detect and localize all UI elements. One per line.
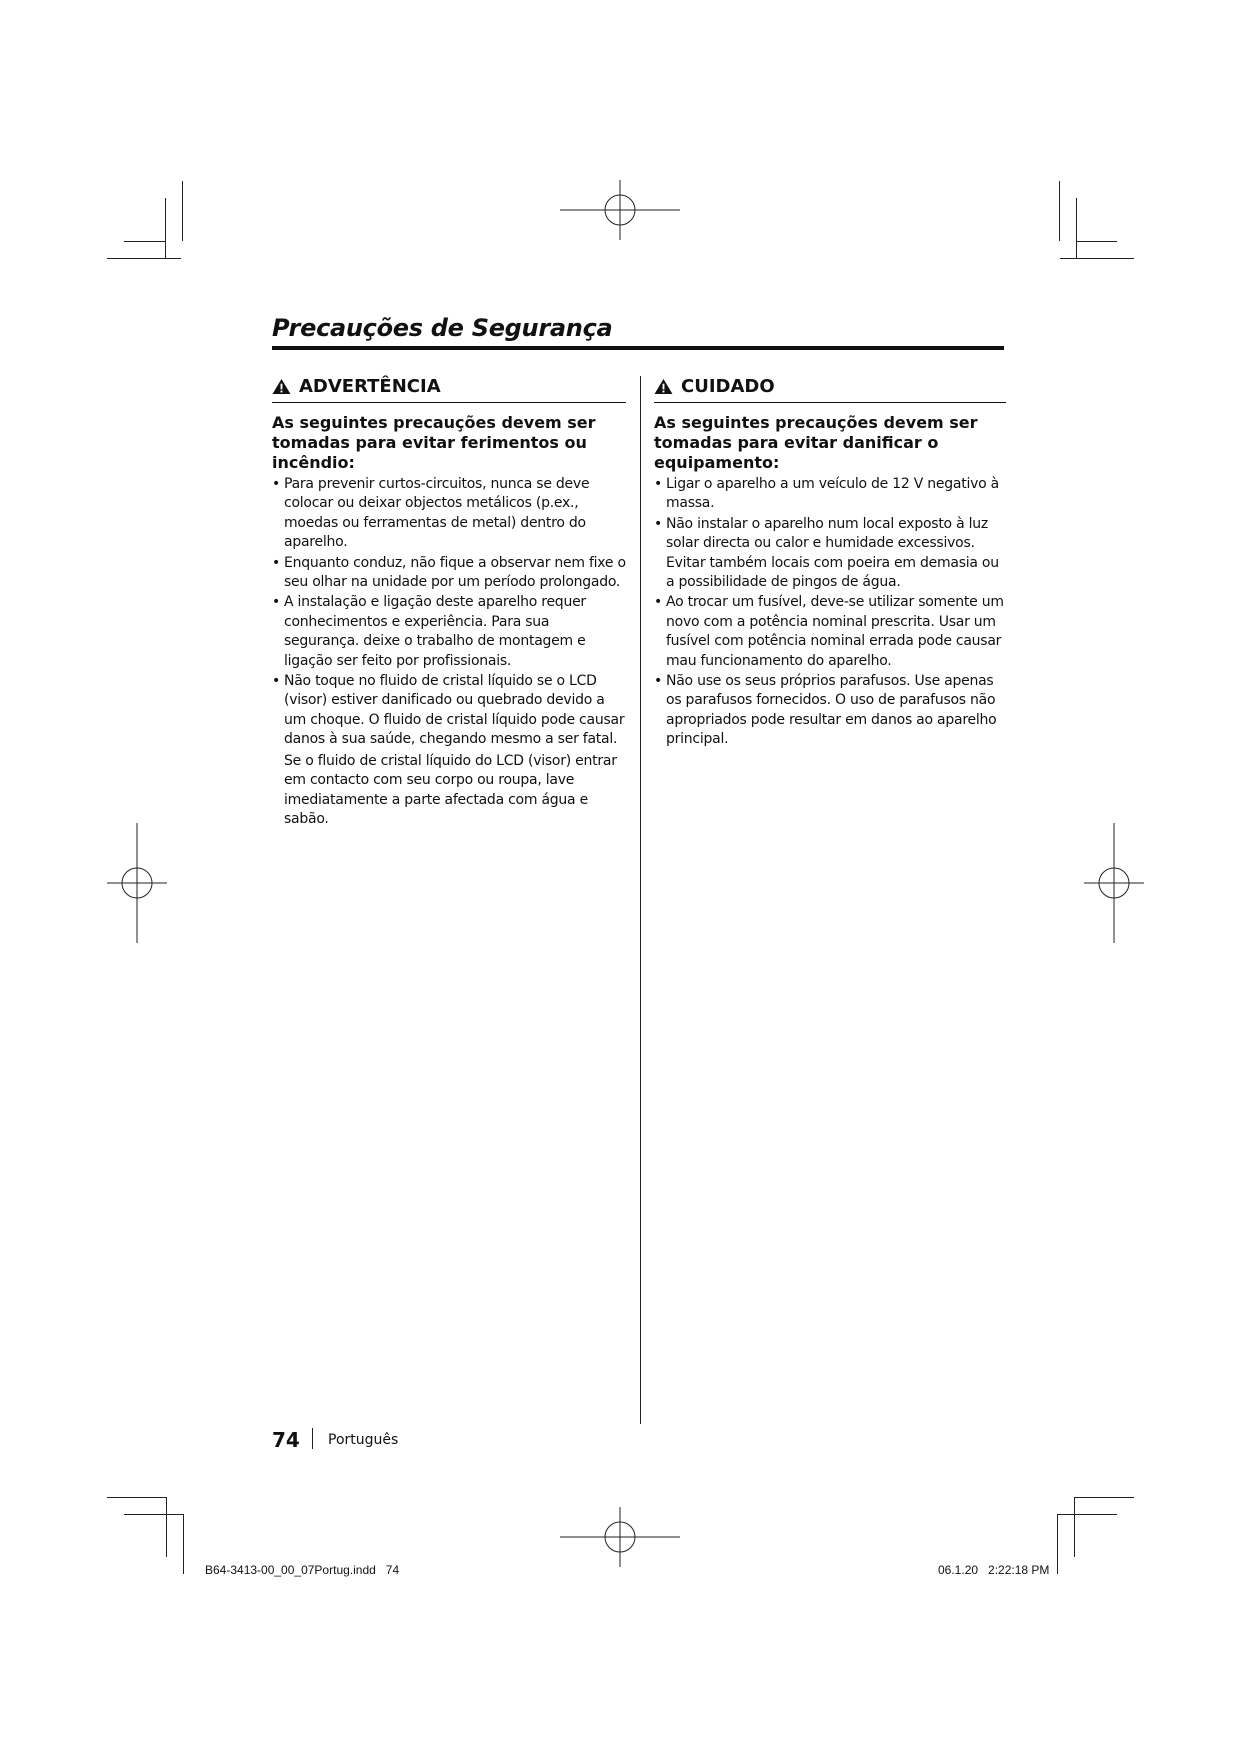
registration-mark-icon: [1084, 823, 1144, 943]
crop-mark-icon: [166, 1497, 167, 1557]
crop-mark-icon: [1060, 258, 1134, 259]
footer-separator: [312, 1428, 313, 1449]
list-item-text: Não use os seus próprios parafusos. Use apenas os parafusos fornecidos. O uso de parafusos não apropriados pode resultar em danos ao aparelho principal.: [666, 673, 997, 748]
crop-mark-icon: [124, 241, 165, 242]
page-title: Precauções de Segurança: [272, 314, 613, 342]
warning-subheading: As seguintes precauções devem ser tomadas para evitar ferimentos ou incêndio:: [272, 413, 596, 472]
crop-mark-icon: [1076, 198, 1077, 258]
list-item: • Ligar o aparelho a um veículo de 12 V negativo à massa.: [654, 476, 999, 512]
warning-section: [272, 372, 626, 830]
warning-triangle-icon: [654, 378, 673, 395]
registration-mark-icon: [107, 823, 167, 943]
warning-heading: [272, 372, 626, 403]
warning-list: [272, 475, 626, 829]
list-item: • Ao trocar um fusível, deve-se utilizar somente um novo com a potência nominal prescrita. Usar um fusível com potência nominal errada pode causar mau funcionamento do aparelho.: [654, 594, 1004, 669]
list-item: • Não use os seus próprios parafusos. Use apenas os parafusos fornecidos. O uso de parafusos não apropriados pode resultar em danos ao aparelho principal.: [654, 673, 997, 748]
list-item: • A instalação e ligação deste aparelho requer conhecimentos e experiência. Para sua segurança. deixe o trabalho de montagem e ligação ser feito por profissionais.: [272, 594, 586, 669]
crop-mark-icon: [1057, 1514, 1058, 1574]
crop-mark-icon: [124, 1514, 184, 1515]
column-divider: [640, 376, 641, 1424]
list-item-text: Não toque no fluido de cristal líquido se o LCD (visor) estiver danificado ou quebrado devido a um choque. O fluido de cristal líquido pode causar danos à sua saúde, chegando mesmo a ser fatal.: [284, 673, 625, 748]
list-item: • Não toque no fluido de cristal líquido se o LCD (visor) estiver danificado ou quebrado devido a um choque. O fluido de cristal líquido pode causar danos à sua saúde, chegando mesmo a ser fatal. Se o fluido de cristal líquido do LCD (visor) entrar em contacto com seu corpo ou roupa, lave imediatamente a parte afectada com água e sabão.: [272, 672, 626, 829]
title-rule: [272, 346, 1004, 350]
caution-subheading: As seguintes precauções devem ser tomadas para evitar danificar o equipamento:: [654, 413, 978, 472]
slug-file: B64-3413-00_00_07Portug.indd 74: [205, 1563, 400, 1577]
list-item-text: Não instalar o aparelho num local exposto à luz solar directa ou calor e humidade excessivos. Evitar também locais com poeira em demasia ou a possibilidade de pingos de água.: [666, 515, 999, 591]
caution-section: [654, 372, 1006, 751]
caution-list: [654, 475, 1006, 750]
crop-mark-icon: [107, 258, 181, 259]
crop-mark-icon: [107, 1497, 167, 1498]
list-item-text: Ao trocar um fusível, deve-se utilizar somente um novo com a potência nominal prescrita. Usar um fusível com potência nominal errada pode causar mau funcionamento do aparelho.: [666, 594, 1004, 669]
list-item: • Para prevenir curtos-circuitos, nunca se deve colocar ou deixar objectos metálicos (p.ex., moedas ou ferramentas de metal) dentro do aparelho.: [272, 476, 590, 551]
list-item-text: A instalação e ligação deste aparelho requer conhecimentos e experiência. Para sua segurança. deixe o trabalho de montagem e ligação ser feito por profissionais.: [284, 594, 586, 669]
list-item: • Enquanto conduz, não fique a observar nem fixe o seu olhar na unidade por um período prolongado.: [272, 554, 626, 591]
crop-mark-icon: [1077, 241, 1117, 242]
caution-heading-label: CUIDADO: [681, 375, 775, 397]
slug-timestamp: 06.1.20 2:22:18 PM: [938, 1563, 1050, 1577]
registration-mark-icon: [560, 180, 680, 240]
crop-mark-icon: [182, 181, 183, 241]
caution-heading: [654, 372, 1006, 403]
warning-heading-label: ADVERTÊNCIA: [299, 375, 441, 397]
crop-mark-icon: [1074, 1497, 1134, 1498]
crop-mark-icon: [1057, 1514, 1117, 1515]
crop-mark-icon: [165, 198, 166, 258]
page-language: Português: [328, 1432, 399, 1448]
warning-triangle-icon: [272, 378, 291, 395]
list-item-text: Enquanto conduz, não fique a observar nem fixe o seu olhar na unidade por um período prolongado.: [284, 554, 626, 591]
registration-mark-icon: [560, 1507, 680, 1567]
page-number: 74: [272, 1428, 300, 1452]
crop-mark-icon: [1074, 1497, 1075, 1557]
list-item-continuation: Se o fluido de cristal líquido do LCD (visor) entrar em contacto com seu corpo ou roupa, lave imediatamente a parte afectada com água e sabão.: [284, 752, 617, 827]
list-item: • Não instalar o aparelho num local exposto à luz solar directa ou calor e humidade excessivos. Evitar também locais com poeira em demasia ou a possibilidade de pingos de água.: [654, 515, 999, 591]
crop-mark-icon: [183, 1514, 184, 1574]
list-item-text: Para prevenir curtos-circuitos, nunca se deve colocar ou deixar objectos metálicos (p.ex., moedas ou ferramentas de metal) dentro do aparelho.: [284, 476, 590, 551]
list-item-text: Ligar o aparelho a um veículo de 12 V negativo à massa.: [666, 476, 999, 512]
crop-mark-icon: [1059, 181, 1060, 241]
